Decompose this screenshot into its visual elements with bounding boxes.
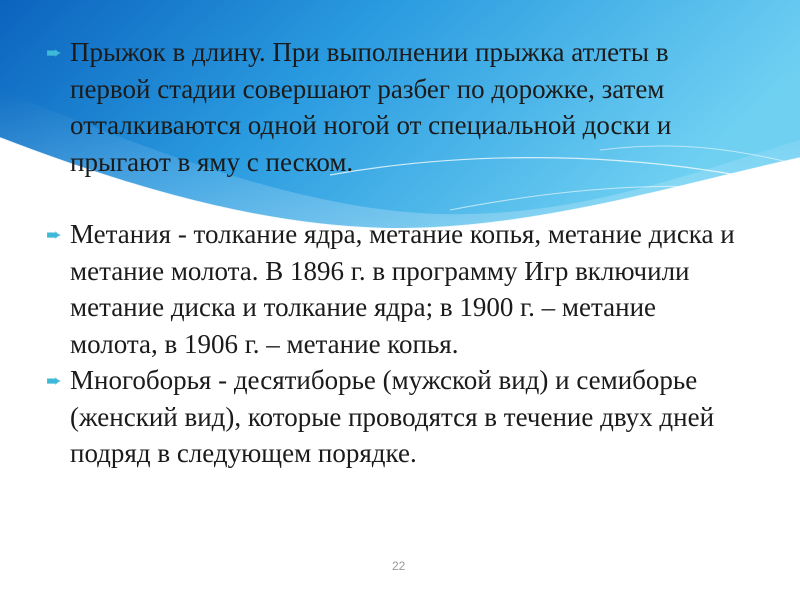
page-number: 22 (392, 559, 406, 573)
bullet-text: Прыжок в длину. При выполнении прыжка атлеты в первой стадии совершают разбег по дорожке, затем отталкиваются одной ногой от специальной доски и прыгают в яму с песком. (70, 37, 672, 177)
bullet-text: Многоборья - десятиборье (мужской вид) и семиборье (женский вид), которые проводятся в течение двух дней подряд в следующем порядке. (70, 365, 715, 468)
arrow-bullet-icon: ➨ (46, 370, 62, 392)
arrow-bullet-icon: ➨ (46, 224, 62, 246)
bullet-text: Метания - толкание ядра, метание копья, метание диска и метание молота. В 1896 г. в программу Игр включили метание диска и толкание ядра; в 1900 г. – метание молота, в 1906 г. – метание копья. (70, 219, 735, 359)
bullet-item-combined-events (44, 362, 744, 472)
content-area (44, 34, 744, 472)
bullet-item-throwing (44, 216, 744, 362)
bullet-item-long-jump (44, 34, 744, 180)
arrow-bullet-icon: ➨ (46, 42, 62, 64)
